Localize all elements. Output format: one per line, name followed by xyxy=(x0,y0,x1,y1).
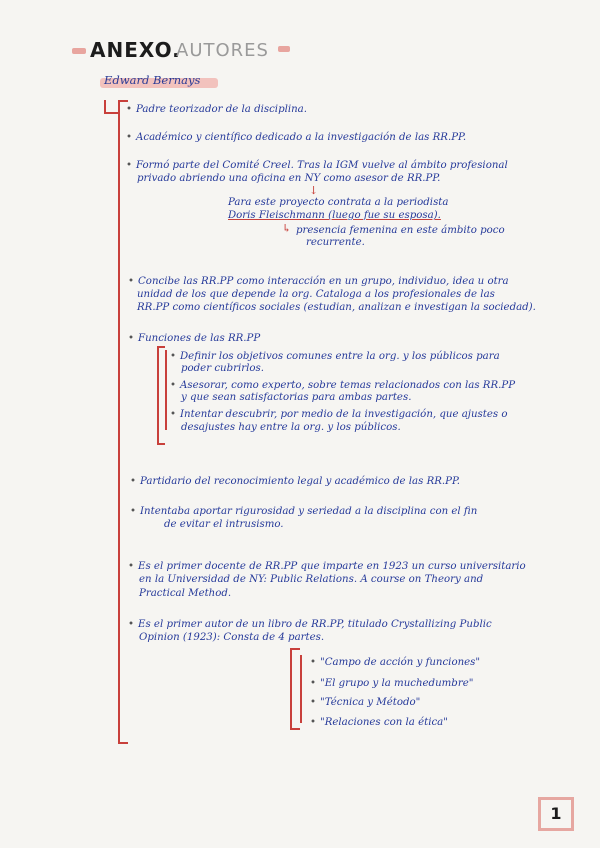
bullet-icon: • xyxy=(310,697,317,708)
bullet-icon: • xyxy=(128,561,135,572)
parts-bracket-inner xyxy=(300,655,302,723)
point-docente-cont-2: Practical Method. xyxy=(139,588,232,599)
point-1-text: Padre teorizador de la disciplina. xyxy=(136,104,307,115)
note-line-2: Doris Fleischmann (luego fue su esposa). xyxy=(228,210,441,221)
concibe-2: unidad de los que depende la org. Cataloga a los profesionales de las xyxy=(137,289,495,300)
title-highlight-right xyxy=(278,46,290,52)
point-intentaba xyxy=(130,505,477,518)
arrow-right-icon: ↳ xyxy=(282,222,292,235)
point-2 xyxy=(126,131,466,144)
bullet-icon: • xyxy=(310,657,317,668)
point-autor xyxy=(128,618,492,631)
bullet-icon: • xyxy=(128,276,135,287)
bullet-icon: • xyxy=(126,104,133,115)
point-3 xyxy=(126,159,508,172)
main-bracket-bottom xyxy=(118,742,128,744)
note-line-3: presencia femenina en este ámbito poco xyxy=(296,225,505,236)
funciones-bracket-top xyxy=(157,346,165,348)
concibe-1-text: Concibe las RR.PP como interacción en un grupo, individuo, idea u otra xyxy=(138,276,509,287)
point-1 xyxy=(126,103,307,116)
bullet-icon: • xyxy=(310,717,317,728)
bullet-icon: • xyxy=(310,678,317,689)
parts-bracket-line xyxy=(290,648,292,728)
funciones-heading-text: Funciones de las RR.PP xyxy=(138,333,261,344)
page-subtitle: AUTORES xyxy=(176,40,269,61)
bullet-icon: • xyxy=(130,476,137,487)
funcion-2-text: Asesorar, como experto, sobre temas relacionados con las RR.PP xyxy=(180,380,516,391)
main-bracket-top xyxy=(118,100,128,102)
funcion-3-text: Intentar descubrir, por medio de la investigación, que ajustes o xyxy=(180,409,508,420)
point-3-cont: privado abriendo una oficina en NY como asesor de RR.PP. xyxy=(137,173,441,184)
point-3-text: Formó parte del Comité Creel. Tras la IGM vuelve al ámbito profesional xyxy=(136,160,508,171)
bullet-icon: • xyxy=(170,380,177,391)
title-highlight-left xyxy=(72,48,86,54)
part-1-text: "Campo de acción y funciones" xyxy=(320,657,481,668)
part-3 xyxy=(310,696,420,709)
page-number-box xyxy=(538,797,574,831)
point-docente-text: Es el primer docente de RR.PP que imparte en 1923 un curso universitario xyxy=(138,561,526,572)
bullet-icon: • xyxy=(126,132,133,143)
funcion-3-cont: desajustes hay entre la org. y los públicos. xyxy=(181,422,401,433)
main-bracket-line xyxy=(118,100,120,742)
part-3-text: "Técnica y Método" xyxy=(320,697,421,708)
funcion-3 xyxy=(170,408,507,421)
part-4-text: "Relaciones con la ética" xyxy=(320,717,448,728)
point-autor-text: Es el primer autor de un libro de RR.PP, titulado Crystallizing Public xyxy=(138,619,492,630)
point-intentaba-cont: de evitar el intrusismo. xyxy=(164,519,284,530)
part-1 xyxy=(310,656,480,669)
funcion-1-text: Definir los objetivos comunes entre la org. y los públicos para xyxy=(180,351,500,362)
concibe-1 xyxy=(128,275,509,288)
page-title: ANEXO. xyxy=(90,38,181,62)
part-2-text: "El grupo y la muchedumbre" xyxy=(320,678,474,689)
funciones-bracket-line xyxy=(157,346,159,444)
main-bracket-tick xyxy=(104,112,118,114)
concibe-3: RR.PP como científicos sociales (estudian, analizan e investigan la sociedad). xyxy=(137,302,536,313)
bullet-icon: • xyxy=(128,619,135,630)
point-partidario xyxy=(130,475,460,488)
point-autor-cont: Opinion (1923): Consta de 4 partes. xyxy=(139,632,325,643)
parts-bracket-bottom xyxy=(290,728,300,730)
point-partidario-text: Partidario del reconocimiento legal y académico de las RR.PP. xyxy=(140,476,461,487)
arrow-down-icon: ↓ xyxy=(309,184,319,197)
point-2-text: Académico y científico dedicado a la investigación de las RR.PP. xyxy=(136,132,467,143)
point-docente-cont-1: en la Universidad de NY: Public Relations. A course on Theory and xyxy=(139,574,484,585)
note-line-4: recurrente. xyxy=(306,237,365,248)
point-intentaba-text: Intentaba aportar rigurosidad y seriedad a la disciplina con el fin xyxy=(140,506,478,517)
bullet-icon: • xyxy=(170,409,177,420)
parts-bracket-top xyxy=(290,648,300,650)
note-line-1: Para este proyecto contrata a la periodista xyxy=(228,197,449,208)
funciones-bracket-inner xyxy=(165,350,167,430)
funciones-bracket-bottom xyxy=(157,443,165,445)
part-2 xyxy=(310,677,473,690)
part-4 xyxy=(310,716,448,729)
funcion-2-cont: y que sean satisfactorias para ambas partes. xyxy=(181,392,412,403)
main-bracket-tick-vert xyxy=(104,100,106,114)
author-name: Edward Bernays xyxy=(104,73,201,87)
point-docente xyxy=(128,560,526,573)
funcion-1-cont: poder cubrirlos. xyxy=(181,363,264,374)
funciones-heading xyxy=(128,332,260,345)
bullet-icon: • xyxy=(170,351,177,362)
bullet-icon: • xyxy=(130,506,137,517)
page-number: 1 xyxy=(550,804,562,823)
bullet-icon: • xyxy=(128,333,135,344)
bullet-icon: • xyxy=(126,160,133,171)
